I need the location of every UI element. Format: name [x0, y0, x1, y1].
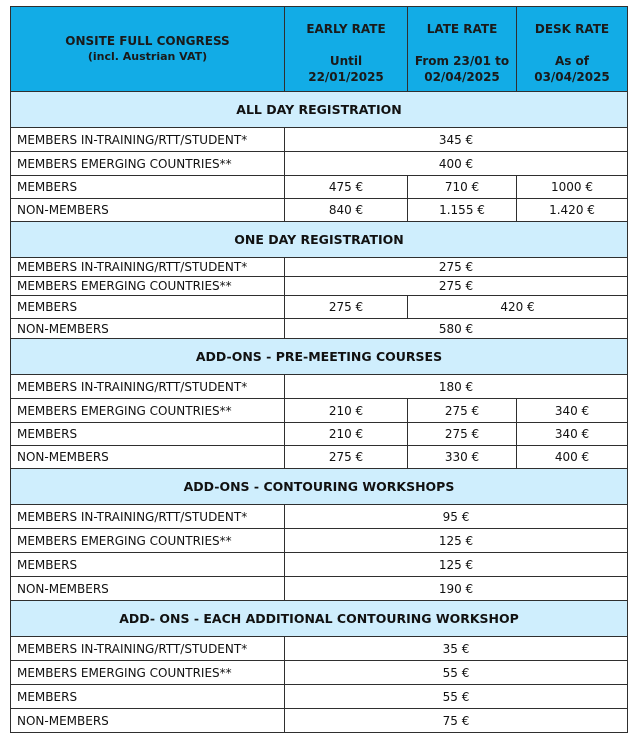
- price-late: 1.155 €: [408, 199, 517, 222]
- price-all-rates: 75 €: [285, 709, 628, 733]
- desk-rate-title: DESK RATE: [534, 22, 610, 36]
- category-label: MEMBERS: [11, 553, 285, 577]
- table-row: [11, 375, 628, 399]
- table-row: [11, 637, 628, 661]
- section-title: ADD- ONS - EACH ADDITIONAL CONTOURING WORKSHOP: [11, 601, 628, 637]
- price-all-rates: 180 €: [285, 375, 628, 399]
- section-header-row: [11, 469, 628, 505]
- category-label: MEMBERS EMERGING COUNTRIES**: [11, 399, 285, 423]
- late-rate-line2: 02/04/2025: [424, 70, 500, 84]
- price-desk: 1.420 €: [517, 199, 628, 222]
- price-late: 710 €: [408, 176, 517, 199]
- category-label: MEMBERS IN-TRAINING/RTT/STUDENT*: [11, 637, 285, 661]
- price-late: 330 €: [408, 446, 517, 469]
- category-label: MEMBERS EMERGING COUNTRIES**: [11, 661, 285, 685]
- table-row: [11, 685, 628, 709]
- price-all-rates: 190 €: [285, 577, 628, 601]
- category-label: MEMBERS IN-TRAINING/RTT/STUDENT*: [11, 128, 285, 152]
- price-all-rates: 55 €: [285, 661, 628, 685]
- price-all-rates: 400 €: [285, 152, 628, 176]
- table-row: [11, 128, 628, 152]
- section-title: ADD-ONS - PRE-MEETING COURSES: [11, 339, 628, 375]
- price-all-rates: 95 €: [285, 505, 628, 529]
- section-header-row: [11, 222, 628, 258]
- price-late: 275 €: [408, 423, 517, 446]
- desk-rate-line1: As of: [554, 54, 590, 68]
- section-header-row: [11, 601, 628, 637]
- section-header-row: [11, 92, 628, 128]
- section-title: ONE DAY REGISTRATION: [11, 222, 628, 258]
- price-late-desk: 420 €: [408, 296, 628, 319]
- category-label: MEMBERS IN-TRAINING/RTT/STUDENT*: [11, 505, 285, 529]
- table-row: [11, 296, 628, 319]
- table-row: [11, 709, 628, 733]
- table-header-row: [11, 7, 628, 92]
- table-row: [11, 505, 628, 529]
- table-row: [11, 423, 628, 446]
- desk-rate-header: [517, 7, 628, 92]
- table-row: [11, 258, 628, 277]
- price-all-rates: 275 €: [285, 258, 628, 277]
- category-label: NON-MEMBERS: [11, 446, 285, 469]
- category-label: NON-MEMBERS: [11, 199, 285, 222]
- price-early: 275 €: [285, 446, 408, 469]
- price-desk: 340 €: [517, 423, 628, 446]
- table-row: [11, 553, 628, 577]
- price-early: 475 €: [285, 176, 408, 199]
- category-label: MEMBERS EMERGING COUNTRIES**: [11, 277, 285, 296]
- price-all-rates: 580 €: [285, 319, 628, 339]
- price-early: 275 €: [285, 296, 408, 319]
- price-late: 275 €: [408, 399, 517, 423]
- early-rate-header: [285, 7, 408, 92]
- table-row: [11, 529, 628, 553]
- category-label: MEMBERS: [11, 423, 285, 446]
- category-label: NON-MEMBERS: [11, 577, 285, 601]
- price-early: 210 €: [285, 399, 408, 423]
- early-rate-line2: 22/01/2025: [308, 70, 384, 84]
- vat-note: (incl. Austrian VAT): [87, 50, 208, 63]
- section-title: ALL DAY REGISTRATION: [11, 92, 628, 128]
- table-row: [11, 152, 628, 176]
- price-desk: 340 €: [517, 399, 628, 423]
- category-label: MEMBERS: [11, 176, 285, 199]
- table-row: [11, 446, 628, 469]
- desk-rate-line2: 03/04/2025: [534, 70, 610, 84]
- table-row: [11, 199, 628, 222]
- section-title: ADD-ONS - CONTOURING WORKSHOPS: [11, 469, 628, 505]
- category-label: NON-MEMBERS: [11, 709, 285, 733]
- registration-fees-table: [10, 6, 628, 733]
- price-early: 210 €: [285, 423, 408, 446]
- category-label: NON-MEMBERS: [11, 319, 285, 339]
- price-early: 840 €: [285, 199, 408, 222]
- category-label: MEMBERS IN-TRAINING/RTT/STUDENT*: [11, 375, 285, 399]
- price-all-rates: 35 €: [285, 637, 628, 661]
- early-rate-title: EARLY RATE: [306, 22, 386, 36]
- category-label: MEMBERS: [11, 685, 285, 709]
- category-label: MEMBERS EMERGING COUNTRIES**: [11, 152, 285, 176]
- late-rate-header: [408, 7, 517, 92]
- table-row: [11, 319, 628, 339]
- category-label: MEMBERS: [11, 296, 285, 319]
- late-rate-line1: From 23/01 to: [414, 54, 510, 68]
- price-desk: 400 €: [517, 446, 628, 469]
- category-label: MEMBERS EMERGING COUNTRIES**: [11, 529, 285, 553]
- table-row: [11, 176, 628, 199]
- category-label: MEMBERS IN-TRAINING/RTT/STUDENT*: [11, 258, 285, 277]
- price-all-rates: 125 €: [285, 529, 628, 553]
- table-row: [11, 661, 628, 685]
- section-header-row: [11, 339, 628, 375]
- price-desk: 1000 €: [517, 176, 628, 199]
- price-all-rates: 345 €: [285, 128, 628, 152]
- price-all-rates: 275 €: [285, 277, 628, 296]
- late-rate-title: LATE RATE: [426, 22, 498, 36]
- price-all-rates: 55 €: [285, 685, 628, 709]
- congress-title: ONSITE FULL CONGRESS: [65, 34, 230, 48]
- table-row: [11, 577, 628, 601]
- price-all-rates: 125 €: [285, 553, 628, 577]
- table-row: [11, 399, 628, 423]
- early-rate-line1: Until: [329, 54, 363, 68]
- table-row: [11, 277, 628, 296]
- congress-header-cell: [11, 7, 285, 92]
